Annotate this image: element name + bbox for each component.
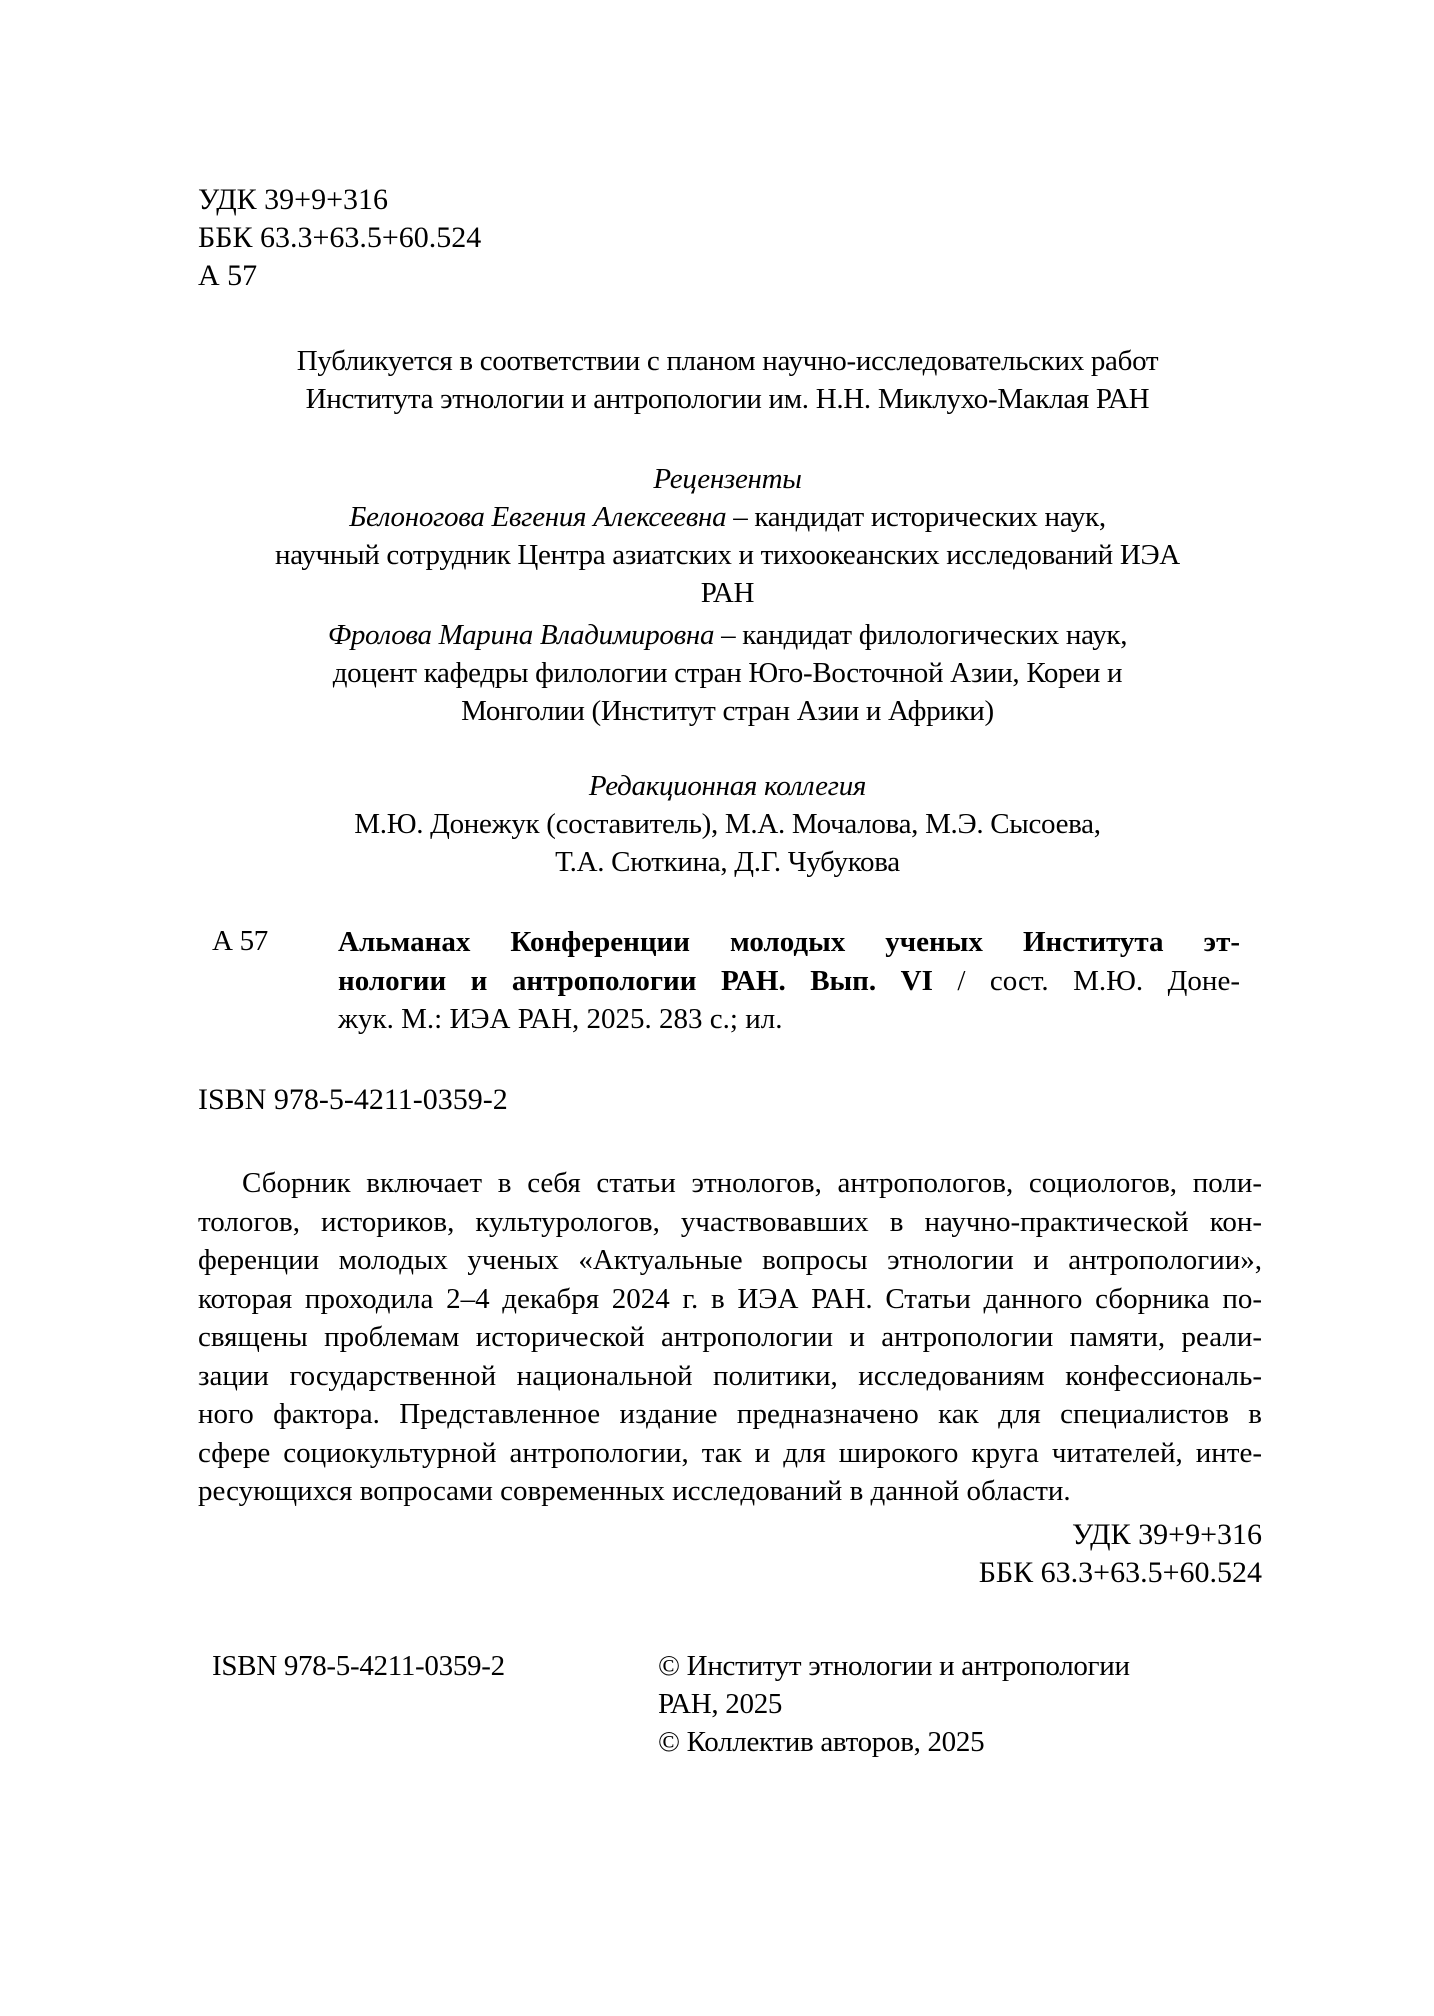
bibliographic-line-1: Альманах Конференции молодых ученых Института эт- (338, 926, 1240, 958)
abstract-line: ференции молодых ученых «Актуальные вопросы этнологии и антропологии», (198, 1244, 1262, 1276)
reviewer-1-degree: – кандидат исторических наук, (726, 501, 1106, 533)
reviewer-1-name: Белоногова Евгения Алексеевна (349, 501, 727, 533)
copyright-institute-year: РАН, 2025 (658, 1688, 783, 1720)
bibliographic-line-3: жук. М.: ИЭА РАН, 2025. 283 с.; ил. (338, 1003, 783, 1035)
reviewer-1 (195, 499, 1260, 535)
abstract (198, 1164, 1262, 1511)
bibliographic-mark: А 57 (212, 925, 268, 957)
bibliographic-record (338, 923, 1240, 1039)
reviewer-2-degree: – кандидат филологических наук, (714, 619, 1128, 651)
author-mark: А 57 (198, 259, 258, 292)
isbn: ISBN 978-5-4211-0359-2 (198, 1083, 508, 1116)
abstract-line: священы проблемам исторической антропологии и антропологии памяти, реали- (198, 1321, 1262, 1353)
abstract-line: тологов, историков, культурологов, участвовавших в научно-практической кон- (198, 1205, 1262, 1238)
footer-udk-code: УДК 39+9+316 (1071, 1518, 1262, 1551)
reviewer-2-position-line-1: доцент кафедры филологии стран Юго-Восточной Азии, Кореи и (332, 657, 1123, 689)
reviewer-2-position-line-2: Монголии (Институт стран Азии и Африки) (461, 695, 994, 727)
reviewer-1-position-line-2: РАН (700, 577, 755, 609)
abstract-line: ресующихся вопросами современных исследований в данной области. (198, 1475, 1071, 1507)
udk-code: УДК 39+9+316 (198, 183, 389, 216)
abstract-line: зации государственной национальной политики, исследованиям конфессиональ- (198, 1359, 1262, 1392)
editorial-board-line-1: М.Ю. Донежук (составитель), М.А. Мочалова, М.Э. Сысоева, (354, 808, 1101, 840)
editorial-board-heading: Редакционная коллегия (588, 770, 867, 802)
bibliographic-line-2 (338, 962, 1240, 1001)
publication-note-line-2: Института этнологии и антропологии им. Н.Н. Миклухо-Маклая РАН (305, 383, 1150, 415)
footer-bbk-code: ББК 63.3+63.5+60.524 (978, 1556, 1262, 1589)
copyright-authors: © Коллектив авторов, 2025 (658, 1726, 985, 1758)
reviewer-2 (195, 617, 1260, 653)
copyright-isbn: ISBN 978-5-4211-0359-2 (212, 1650, 505, 1682)
reviewer-1-position-line-1: научный сотрудник Центра азиатских и тихоокеанских исследований ИЭА (275, 539, 1180, 571)
abstract-line: которая проходила 2–4 декабря 2024 г. в ИЭА РАН. Статьи данного сборника по- (198, 1282, 1262, 1315)
abstract-line: сфере социокультурной антропологии, так и для широкого круга читателей, инте- (198, 1436, 1262, 1469)
reviewer-2-name: Фролова Марина Владимировна (327, 619, 715, 651)
editorial-board-line-2: Т.А. Сюткина, Д.Г. Чубукова (555, 846, 900, 878)
bibliographic-compiler: / сост. М.Ю. Доне- (932, 964, 1240, 997)
copyright-institute: © Институт этнологии и антропологии (658, 1650, 1130, 1682)
abstract-line: ного фактора. Представленное издание предназначено как для специалистов в (198, 1398, 1262, 1430)
abstract-line: Сборник включает в себя статьи этнологов, антропологов, социологов, поли- (242, 1167, 1262, 1199)
reviewers-heading: Рецензенты (653, 463, 802, 495)
bibliographic-title-end: нологии и антропологии РАН. Вып. VI (338, 964, 933, 997)
publication-note-line-1: Публикуется в соответствии с планом научно-исследовательских работ (296, 345, 1159, 377)
bbk-code: ББК 63.3+63.5+60.524 (198, 221, 482, 254)
